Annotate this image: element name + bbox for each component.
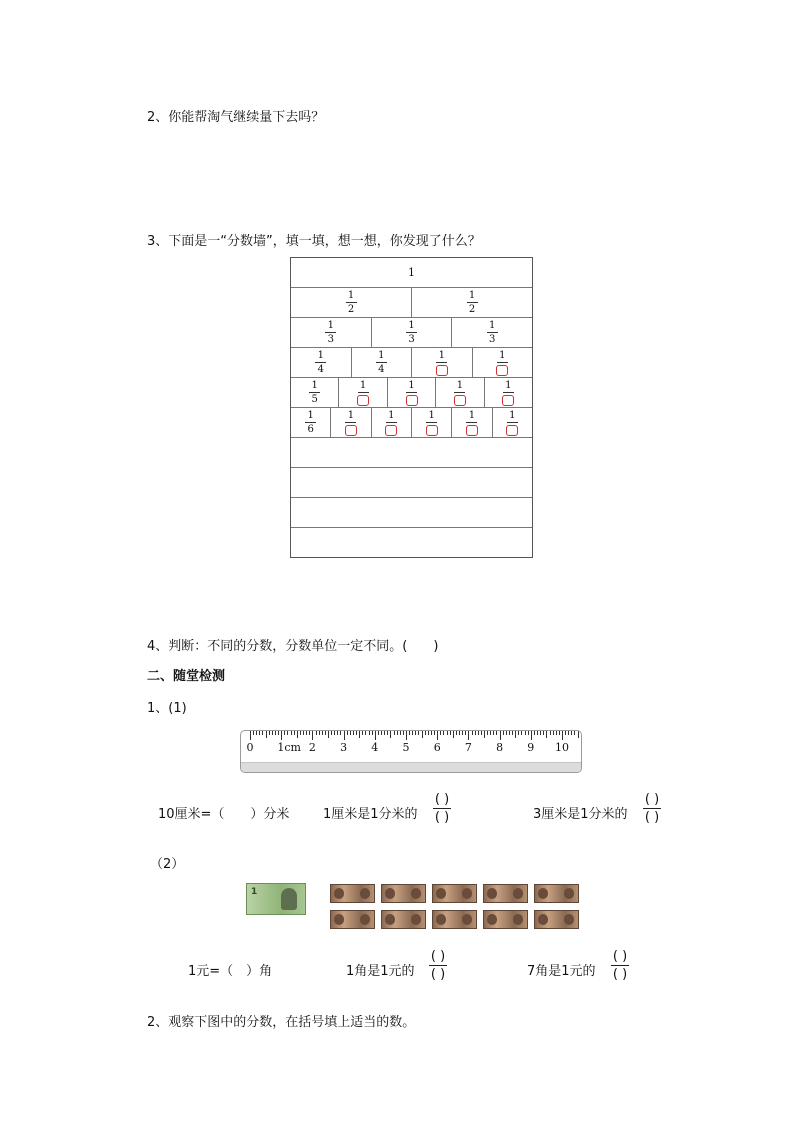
one-jiao-note-image <box>432 884 477 903</box>
ruler-tick <box>578 731 579 738</box>
ruler-tick <box>574 731 575 735</box>
fraction-half: $\frac{1}{2}$ <box>346 290 357 315</box>
fraction-blank[interactable]: 1 <box>385 410 397 436</box>
ruler-tick <box>553 731 554 735</box>
ruler-tick <box>468 731 469 740</box>
ruler-tick <box>328 731 329 738</box>
ruler-tick <box>322 731 323 735</box>
ruler-tick <box>534 731 535 735</box>
ruler-tick <box>300 731 301 735</box>
question-4: 4、判断：不同的分数，分数单位一定不同。( ) <box>147 639 439 654</box>
answer-fraction[interactable]: ( ) ( ) <box>434 792 450 825</box>
fraction-blank[interactable]: 1 <box>345 410 357 436</box>
wall-row-halves <box>291 288 532 318</box>
ruler-tick <box>294 731 295 735</box>
one-jiao-note-image <box>381 884 426 903</box>
ruler-tick <box>437 731 438 740</box>
exercise-1b: 1厘米是1分米的 <box>323 807 418 822</box>
fraction-blank[interactable]: 1 <box>502 380 514 406</box>
ruler-tick <box>275 731 276 735</box>
wall-row-empty[interactable] <box>291 468 532 498</box>
fraction-third: $\frac{1}{3}$ <box>406 320 417 345</box>
ruler-tick <box>259 731 260 735</box>
ruler-tick <box>400 731 401 735</box>
ruler-tick <box>568 731 569 735</box>
ruler-tick <box>365 731 366 735</box>
exercise-1c: 3厘米是1分米的 <box>533 807 628 822</box>
ruler-tick <box>309 731 310 735</box>
ruler-tick <box>353 731 354 735</box>
ruler-label: 0 <box>246 741 254 754</box>
ruler-tick <box>537 731 538 735</box>
ruler-tick <box>540 731 541 735</box>
answer-box[interactable] <box>357 395 369 406</box>
ruler-tick <box>422 731 423 738</box>
ruler-tick <box>369 731 370 735</box>
ruler-tick <box>312 731 313 740</box>
ruler <box>240 730 582 773</box>
ruler-tick <box>262 731 263 735</box>
ruler-tick <box>372 731 373 735</box>
answer-box[interactable] <box>406 395 418 406</box>
ruler-tick <box>456 731 457 735</box>
answer-box[interactable] <box>436 365 448 376</box>
ruler-tick <box>334 731 335 735</box>
ruler-tick <box>531 731 532 740</box>
fraction-half: $\frac{1}{2}$ <box>467 290 478 315</box>
ruler-tick <box>543 731 544 735</box>
ruler-tick <box>462 731 463 735</box>
fraction-blank[interactable]: 1 <box>436 350 448 376</box>
ruler-tick <box>431 731 432 735</box>
ruler-tick <box>331 731 332 735</box>
fraction-quarter: $\frac{1}{4}$ <box>376 350 387 375</box>
ruler-tick <box>559 731 560 735</box>
answer-fraction[interactable]: ( ) ( ) <box>612 949 628 982</box>
one-jiao-note-image <box>381 910 426 929</box>
question-2: 2、你能帮淘气继续量下去吗？ <box>147 110 325 125</box>
ruler-tick <box>406 731 407 740</box>
ruler-tick <box>297 731 298 738</box>
answer-box[interactable] <box>345 425 357 436</box>
ruler-tick <box>397 731 398 735</box>
fraction-blank[interactable]: 1 <box>357 380 369 406</box>
ruler-tick <box>394 731 395 735</box>
ruler-tick <box>478 731 479 735</box>
fraction-blank[interactable]: 1 <box>426 410 438 436</box>
wall-row-empty[interactable] <box>291 498 532 528</box>
answer-box[interactable] <box>385 425 397 436</box>
ruler-tick <box>253 731 254 735</box>
wall-row-sixths <box>291 408 532 438</box>
ruler-tick <box>375 731 376 740</box>
ruler-tick <box>281 731 282 740</box>
fraction-quarter: $\frac{1}{4}$ <box>315 350 326 375</box>
ruler-tick <box>512 731 513 735</box>
ruler-tick <box>428 731 429 735</box>
ruler-tick <box>319 731 320 735</box>
ruler-tick <box>359 731 360 738</box>
wall-row-1 <box>291 258 532 288</box>
answer-box[interactable] <box>466 425 478 436</box>
ruler-tick <box>344 731 345 740</box>
ruler-tick <box>481 731 482 735</box>
one-jiao-note-image <box>534 884 579 903</box>
exercise-1a: 10厘米=（ ）分米 <box>158 807 290 822</box>
ruler-tick <box>256 731 257 735</box>
ruler-tick <box>472 731 473 735</box>
ruler-tick <box>490 731 491 735</box>
ruler-label: 9 <box>527 741 535 754</box>
ruler-tick <box>287 731 288 735</box>
ruler-tick <box>496 731 497 735</box>
ruler-tick <box>412 731 413 735</box>
ruler-tick <box>565 731 566 735</box>
wall-row-thirds <box>291 318 532 348</box>
ruler-tick <box>415 731 416 735</box>
ruler-label: 5 <box>402 741 410 754</box>
ruler-tick <box>303 731 304 735</box>
whole-label: 1 <box>408 266 415 279</box>
ruler-tick <box>378 731 379 735</box>
ruler-tick <box>347 731 348 735</box>
ruler-tick <box>340 731 341 735</box>
fraction-blank[interactable]: 1 <box>496 350 508 376</box>
wall-row-quarters <box>291 348 532 378</box>
answer-box[interactable] <box>454 395 466 406</box>
exercise-2a: 1元=（ ）角 <box>188 964 273 979</box>
ruler-tick <box>459 731 460 735</box>
fraction-wall <box>290 257 533 558</box>
ruler-tick <box>450 731 451 735</box>
fraction-third: $\frac{1}{3}$ <box>487 320 498 345</box>
exercise-2c: 7角是1元的 <box>527 964 596 979</box>
ruler-tick <box>546 731 547 738</box>
ruler-tick <box>465 731 466 735</box>
ruler-label: 10 <box>555 741 569 754</box>
wall-row-fifths <box>291 378 532 408</box>
answer-box[interactable] <box>506 425 518 436</box>
exercise-1-label: 1、(1) <box>147 701 187 716</box>
ruler-tick <box>418 731 419 735</box>
ruler-tick <box>518 731 519 735</box>
ruler-tick <box>550 731 551 735</box>
fraction-blank[interactable]: 1 <box>466 410 478 436</box>
section-title: 二、随堂检测 <box>147 669 226 684</box>
ruler-label: 3 <box>340 741 348 754</box>
ruler-label: 6 <box>433 741 441 754</box>
ruler-tick <box>278 731 279 735</box>
ruler-label: 2 <box>308 741 316 754</box>
ruler-tick <box>493 731 494 735</box>
ruler-tick <box>272 731 273 735</box>
ruler-tick <box>447 731 448 735</box>
ruler-tick <box>381 731 382 735</box>
answer-fraction[interactable]: ( ) ( ) <box>644 792 660 825</box>
one-jiao-note-image <box>330 884 375 903</box>
ruler-tick <box>440 731 441 735</box>
fraction-blank[interactable]: 1 <box>454 380 466 406</box>
ruler-tick <box>325 731 326 735</box>
ruler-tick <box>350 731 351 735</box>
ruler-tick <box>506 731 507 735</box>
ruler-tick <box>390 731 391 738</box>
ruler-tick <box>284 731 285 735</box>
ruler-tick <box>443 731 444 735</box>
ruler-tick <box>269 731 270 735</box>
ruler-tick <box>515 731 516 738</box>
wall-row-empty[interactable] <box>291 438 532 468</box>
exercise-2b: 1角是1元的 <box>346 964 415 979</box>
ruler-tick <box>434 731 435 735</box>
one-jiao-note-image <box>483 884 528 903</box>
ruler-tick <box>384 731 385 735</box>
one-jiao-note-image <box>483 910 528 929</box>
ruler-tick <box>409 731 410 735</box>
ruler-tick <box>337 731 338 735</box>
ruler-tick <box>571 731 572 735</box>
question-3: 3、下面是一“分数墙”，填一填，想一想，你发现了什么？ <box>147 234 481 249</box>
ruler-tick <box>316 731 317 735</box>
ruler-tick <box>484 731 485 738</box>
fraction-blank[interactable]: 1 <box>506 410 518 436</box>
exercise-1-2-label: （2） <box>150 857 185 872</box>
ruler-tick <box>362 731 363 735</box>
ruler-label: 7 <box>464 741 472 754</box>
ruler-tick <box>528 731 529 735</box>
ruler-tick <box>306 731 307 735</box>
answer-fraction[interactable]: ( ) ( ) <box>430 949 446 982</box>
question-2b: 2、观察下图中的分数，在括号填上适当的数。 <box>147 1015 416 1030</box>
answer-box[interactable] <box>502 395 514 406</box>
fraction-sixth: $\frac{1}{6}$ <box>305 410 316 435</box>
ruler-tick <box>453 731 454 738</box>
ruler-tick <box>525 731 526 735</box>
ruler-tick <box>556 731 557 735</box>
fraction-third: $\frac{1}{3}$ <box>325 320 336 345</box>
ruler-tick <box>487 731 488 735</box>
answer-box[interactable] <box>496 365 508 376</box>
ruler-tick <box>403 731 404 735</box>
ruler-tick <box>425 731 426 735</box>
ruler-tick <box>475 731 476 735</box>
ruler-tick <box>562 731 563 740</box>
ruler-tick <box>503 731 504 735</box>
one-jiao-note-image <box>330 910 375 929</box>
one-yuan-note-image: 1 <box>246 883 306 915</box>
one-jiao-note-image <box>534 910 579 929</box>
ruler-tick <box>500 731 501 740</box>
ruler-tick <box>521 731 522 735</box>
one-jiao-note-image <box>432 910 477 929</box>
fraction-fifth: $\frac{1}{5}$ <box>309 380 320 405</box>
ruler-tick <box>266 731 267 738</box>
ruler-tick <box>291 731 292 735</box>
ruler-label: 8 <box>496 741 504 754</box>
ruler-label: 4 <box>371 741 379 754</box>
ruler-tick <box>356 731 357 735</box>
ruler-tick <box>387 731 388 735</box>
ruler-tick <box>250 731 251 740</box>
ruler-tick <box>509 731 510 735</box>
fraction-blank[interactable]: 1 <box>406 380 418 406</box>
answer-box[interactable] <box>426 425 438 436</box>
ruler-label: 1cm <box>277 741 301 754</box>
